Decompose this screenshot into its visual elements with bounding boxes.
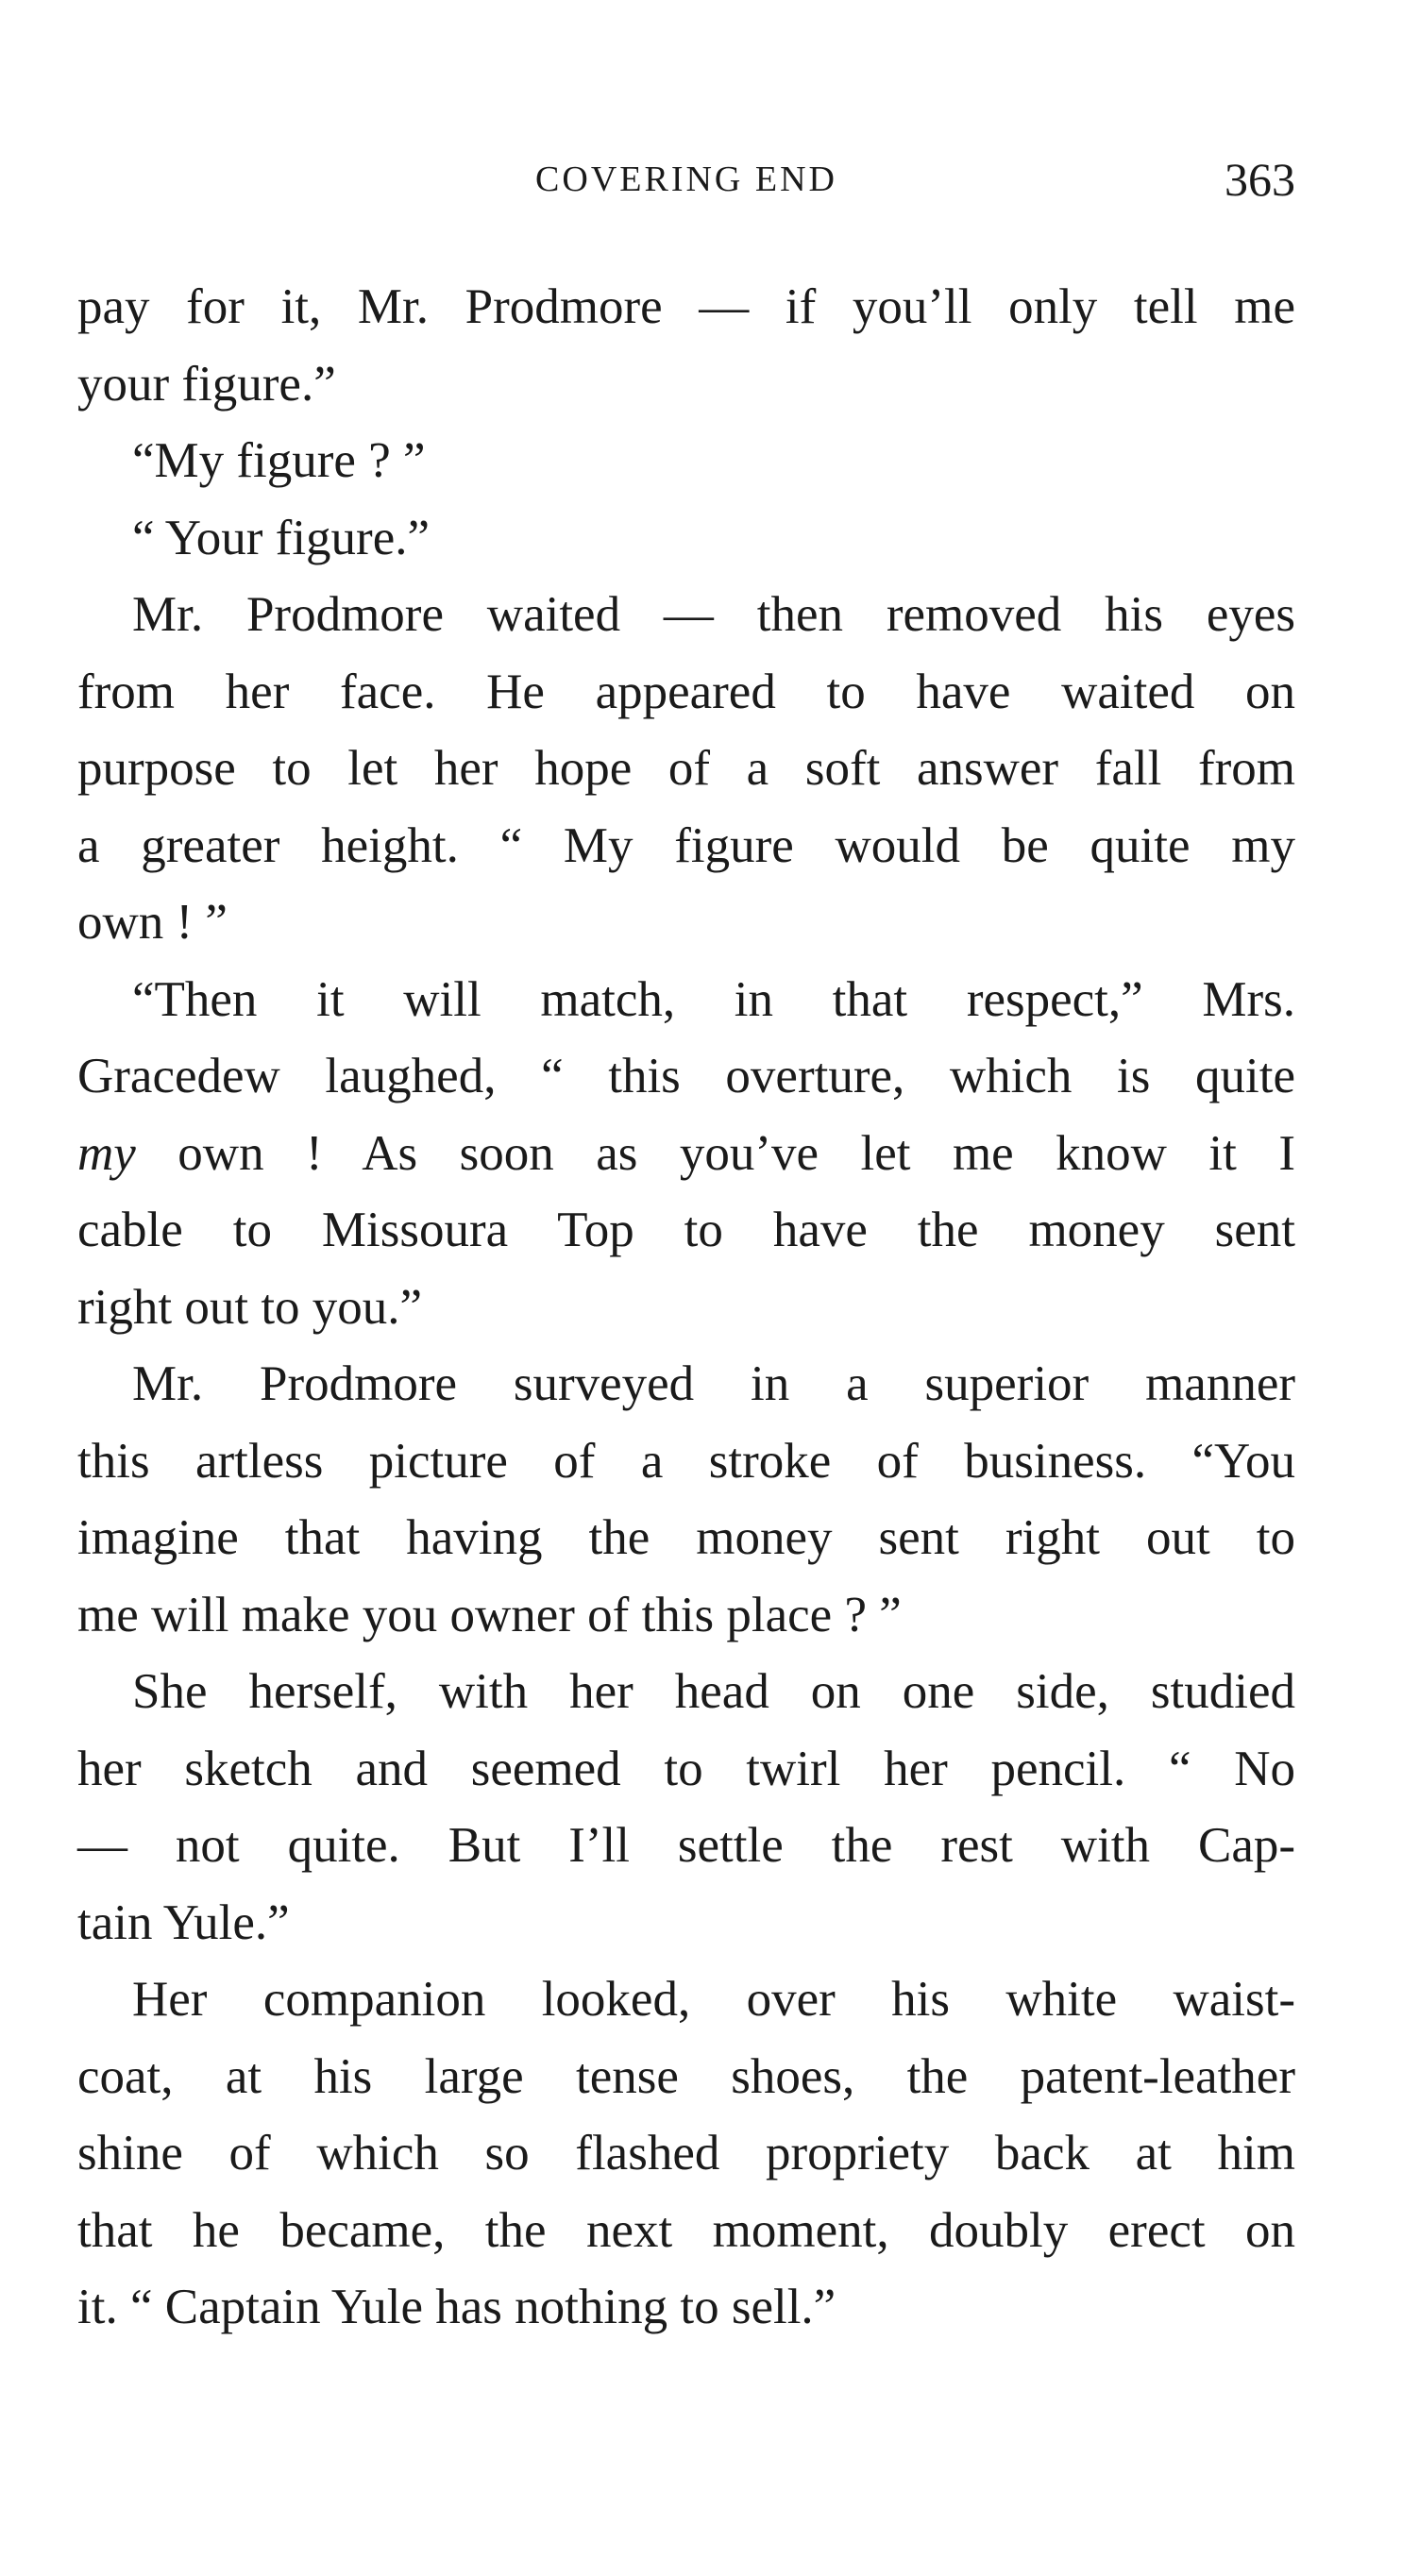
text-line: a greater height. “ My figure would be quite my <box>77 817 1295 873</box>
text-line: own ! ” <box>77 895 228 950</box>
text-line: purpose to let her hope of a soft answer fall from <box>77 741 1295 796</box>
text-line: Mr. Prodmore waited — then removed his eyes <box>132 587 1295 642</box>
text-line: — not quite. But I’ll settle the rest with Cap- <box>77 1818 1295 1873</box>
text-line: Mr. Prodmore surveyed in a superior manner <box>132 1356 1295 1411</box>
page-number: 363 <box>1225 153 1295 206</box>
text-line: cable to Missoura Top to have the money sent <box>77 1203 1295 1257</box>
text-line: me will make you owner of this place ? ” <box>77 1587 902 1642</box>
text-line: coat, at his large tense shoes, the patent-leather <box>77 2048 1295 2104</box>
text-line-rest: own ! As soon as you’ve let me know it I <box>135 1125 1295 1181</box>
text-line: from her face. He appeared to have waited on <box>77 664 1295 719</box>
text-line: imagine that having the money sent right out to <box>77 1510 1295 1565</box>
text-line: “ Your figure.” <box>132 510 430 565</box>
running-head <box>77 151 1295 208</box>
italic-word: my <box>77 1125 136 1181</box>
text-line: “Then it will match, in that respect,” Mrs. <box>132 971 1295 1027</box>
text-line: Her companion looked, over his white waist- <box>132 1972 1295 2027</box>
body-text <box>77 269 1295 2347</box>
text-line: your figure.” <box>77 356 336 412</box>
text-line: this artless picture of a stroke of business. “You <box>77 1433 1295 1489</box>
text-line: shine of which so flashed propriety back at him <box>77 2126 1295 2180</box>
text-line <box>77 1116 1295 1193</box>
text-line: it. “ Captain Yule has nothing to sell.” <box>77 2280 836 2334</box>
text-line: that he became, the next moment, doubly erect on <box>77 2202 1295 2258</box>
running-title: COVERING END <box>535 160 837 199</box>
text-line: She herself, with her head on one side, studied <box>132 1664 1295 1719</box>
text-line: her sketch and seemed to twirl her pencil. “ No <box>77 1741 1295 1796</box>
text-line: right out to you.” <box>77 1279 423 1335</box>
text-line: “My figure ? ” <box>132 433 426 488</box>
text-line: pay for it, Mr. Prodmore — if you’ll only tell me <box>77 279 1295 334</box>
text-line: tain Yule.” <box>77 1894 290 1950</box>
text-line: Gracedew laughed, “ this overture, which is quite <box>77 1049 1295 1103</box>
